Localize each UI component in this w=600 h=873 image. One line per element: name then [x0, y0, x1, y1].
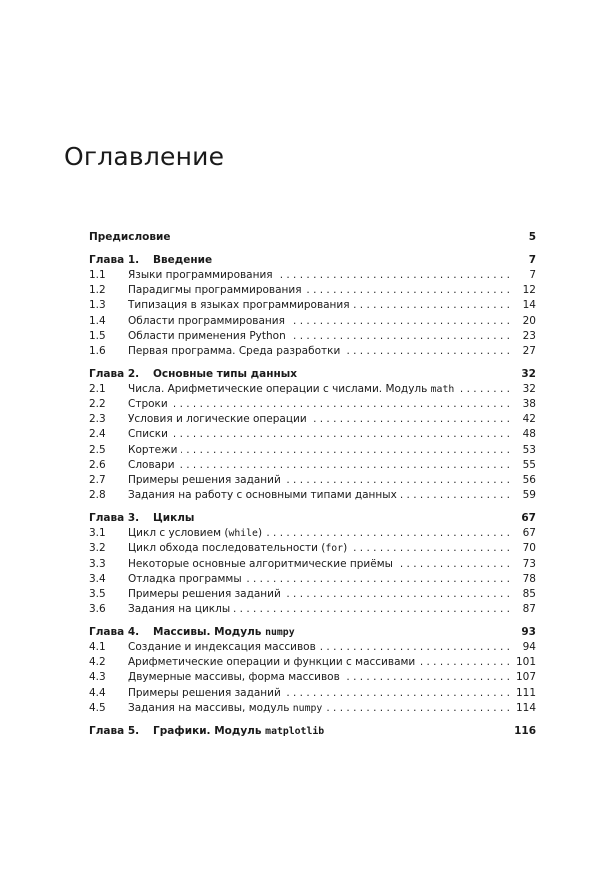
toc-section[interactable]	[89, 314, 536, 329]
toc-page-number: 114	[515, 701, 536, 714]
toc-section[interactable]	[89, 701, 536, 716]
toc-preface[interactable]	[89, 230, 536, 245]
toc-chapter-title: Графики. Модуль matplotlib	[153, 724, 325, 737]
toc-section-number: 2.1	[89, 382, 106, 395]
toc-section-number: 4.5	[89, 701, 106, 714]
toc-page-number: 55	[522, 458, 536, 471]
toc-chapter-title: Введение	[153, 253, 213, 266]
dot-leader	[277, 268, 510, 283]
dot-leader	[234, 602, 510, 617]
dot-leader	[172, 397, 510, 412]
toc-section-number: 4.4	[89, 686, 106, 699]
toc-page-number: 93	[521, 625, 536, 638]
toc-section[interactable]	[89, 344, 536, 359]
toc-section-title: Задания на циклы	[128, 603, 231, 616]
dot-leader	[311, 412, 510, 427]
toc-section-title: Цикл обхода последовательности (for)	[128, 542, 348, 555]
toc-section[interactable]	[89, 298, 536, 313]
toc-page-number: 85	[522, 587, 536, 600]
toc-page-number: 107	[515, 671, 536, 684]
toc-page-number: 111	[515, 686, 536, 699]
dot-leader	[354, 298, 510, 313]
toc-chapter-number: Глава 4.	[89, 625, 140, 638]
toc-page-number: 12	[522, 284, 536, 297]
toc-section[interactable]	[89, 640, 536, 655]
dot-leader	[326, 701, 510, 716]
toc-section[interactable]	[89, 268, 536, 283]
toc-section-number: 3.2	[89, 542, 106, 555]
toc-page-number: 38	[522, 398, 536, 411]
toc-section-title: Примеры решения заданий	[128, 587, 281, 600]
toc-page-number: 7	[529, 268, 536, 281]
toc-chapters	[89, 245, 536, 739]
toc-section[interactable]	[89, 602, 536, 617]
dot-leader	[179, 458, 510, 473]
toc-page-number: 32	[521, 367, 536, 380]
dot-leader	[285, 473, 510, 488]
dot-leader	[306, 283, 510, 298]
toc-section-title: Примеры решения заданий	[128, 686, 281, 699]
toc-section-title: Условия и логические операции	[128, 413, 307, 426]
dot-leader	[351, 541, 510, 556]
toc-section-title: Типизация в языках программирования	[128, 299, 350, 312]
dot-leader	[266, 526, 510, 541]
toc-section-title: Области программирования	[128, 314, 285, 327]
toc-section-title: Отладка программы	[128, 572, 242, 585]
toc-page-number: 48	[522, 428, 536, 441]
toc-page-number: 73	[522, 557, 536, 570]
toc-chapter[interactable]	[89, 511, 536, 526]
toc-page-number: 42	[522, 413, 536, 426]
toc-section-title: Языки программирования	[128, 268, 273, 281]
dot-leader	[458, 382, 510, 397]
toc-section-number: 1.6	[89, 344, 106, 357]
toc-page-number: 67	[521, 511, 536, 524]
toc-chapter-number: Глава 2.	[89, 367, 140, 380]
toc-page-number: 67	[522, 527, 536, 540]
toc-section-number: 3.3	[89, 557, 106, 570]
toc-section-number: 2.6	[89, 458, 106, 471]
toc-section-title: Строки	[128, 398, 168, 411]
toc-section[interactable]	[89, 473, 536, 488]
toc-preface-label: Предисловие	[89, 231, 171, 243]
toc-section-number: 2.8	[89, 489, 106, 502]
toc-page-number: 7	[528, 253, 536, 266]
toc-chapter-number: Глава 5.	[89, 724, 140, 737]
toc-chapter-title: Циклы	[153, 511, 195, 524]
toc-section-title: Списки	[128, 428, 168, 441]
dot-leader	[181, 443, 510, 458]
dot-leader	[172, 427, 510, 442]
toc-page-number: 94	[522, 641, 536, 654]
toc-page-number: 78	[522, 572, 536, 585]
toc-section-number: 4.3	[89, 671, 106, 684]
dot-leader	[419, 655, 510, 670]
toc-chapter[interactable]	[89, 724, 536, 739]
toc-section[interactable]	[89, 526, 536, 541]
table-of-contents	[89, 230, 536, 739]
toc-section-number: 3.4	[89, 572, 106, 585]
toc-page-number: 53	[522, 443, 536, 456]
toc-section-title: Словари	[128, 458, 175, 471]
dot-leader	[289, 314, 510, 329]
toc-section-title: Цикл с условием (while)	[128, 527, 263, 540]
toc-section-number: 2.5	[89, 443, 106, 456]
toc-section-title: Первая программа. Среда разработки	[128, 344, 341, 357]
toc-section[interactable]	[89, 686, 536, 701]
toc-section[interactable]	[89, 382, 536, 397]
toc-section-number: 3.1	[89, 527, 106, 540]
toc-section-title: Двумерные массивы, форма массивов	[128, 671, 340, 684]
toc-page-number: 56	[522, 474, 536, 486]
dot-leader	[290, 329, 510, 344]
toc-section-number: 2.3	[89, 413, 106, 426]
toc-section-number: 1.2	[89, 284, 106, 297]
toc-section-number: 1.4	[89, 314, 106, 327]
toc-section-title: Задания на работу с основными типами данных	[128, 489, 397, 502]
toc-section[interactable]	[89, 329, 536, 344]
toc-section-number: 1.5	[89, 329, 106, 342]
toc-section[interactable]	[89, 572, 536, 587]
toc-page-number: 20	[522, 314, 536, 327]
toc-page-number: 101	[515, 656, 536, 669]
toc-page-number: 87	[522, 603, 536, 616]
toc-section[interactable]	[89, 412, 536, 427]
toc-section-title: Арифметические операции и функции с массивами	[128, 656, 416, 669]
toc-section[interactable]	[89, 283, 536, 298]
toc-section[interactable]	[89, 670, 536, 685]
toc-chapter[interactable]	[89, 367, 536, 382]
dot-leader	[397, 557, 510, 572]
toc-chapter-number: Глава 1.	[89, 253, 140, 266]
toc-section-number: 4.1	[89, 641, 106, 654]
page-title: Оглавление	[64, 142, 225, 171]
toc-section[interactable]	[89, 458, 536, 473]
toc-section-title: Создание и индексация массивов	[128, 641, 316, 654]
toc-page-number: 59	[522, 489, 536, 502]
toc-page-number: 14	[522, 299, 536, 312]
toc-section[interactable]	[89, 541, 536, 556]
dot-leader	[285, 686, 510, 701]
toc-section-number: 1.3	[89, 299, 106, 312]
toc-page-number: 32	[522, 382, 536, 395]
toc-section[interactable]	[89, 488, 536, 503]
toc-section-title: Парадигмы программирования	[128, 284, 302, 297]
toc-chapter-title: Основные типы данных	[153, 367, 297, 380]
toc-section[interactable]	[89, 557, 536, 572]
toc-section-number: 2.4	[89, 428, 106, 441]
toc-section[interactable]	[89, 655, 536, 670]
toc-section-number: 1.1	[89, 268, 106, 281]
dot-leader	[246, 572, 510, 587]
toc-section-title: Примеры решения заданий	[128, 474, 281, 486]
toc-section[interactable]	[89, 427, 536, 442]
toc-section-number: 2.7	[89, 474, 106, 486]
toc-chapter[interactable]	[89, 625, 536, 640]
toc-chapter-title: Массивы. Модуль numpy	[153, 625, 295, 638]
toc-section[interactable]	[89, 443, 536, 458]
toc-chapter[interactable]	[89, 253, 536, 268]
dot-leader	[344, 344, 510, 359]
toc-section-number: 3.6	[89, 603, 106, 616]
toc-section-number: 2.2	[89, 398, 106, 411]
toc-section-title: Числа. Арифметические операции с числами. Модуль math	[128, 382, 455, 395]
dot-leader	[344, 670, 510, 685]
toc-section-title: Области применения Python	[128, 329, 286, 342]
toc-page-number: 23	[522, 329, 536, 342]
dot-leader	[401, 488, 510, 503]
toc-section-title: Кортежи	[128, 443, 178, 456]
toc-page-number: 116	[514, 724, 536, 737]
toc-section[interactable]	[89, 587, 536, 602]
dot-leader	[285, 587, 510, 602]
toc-section-title: Некоторые основные алгоритмические приёмы	[128, 557, 393, 570]
toc-page-number: 5	[528, 231, 536, 243]
toc-page-number: 27	[522, 344, 536, 357]
dot-leader	[320, 640, 510, 655]
toc-section[interactable]	[89, 397, 536, 412]
toc-section-number: 3.5	[89, 587, 106, 600]
toc-page-number: 70	[522, 542, 536, 555]
toc-chapter-number: Глава 3.	[89, 511, 140, 524]
toc-section-number: 4.2	[89, 656, 106, 669]
toc-section-title: Задания на массивы, модуль numpy	[128, 701, 323, 714]
